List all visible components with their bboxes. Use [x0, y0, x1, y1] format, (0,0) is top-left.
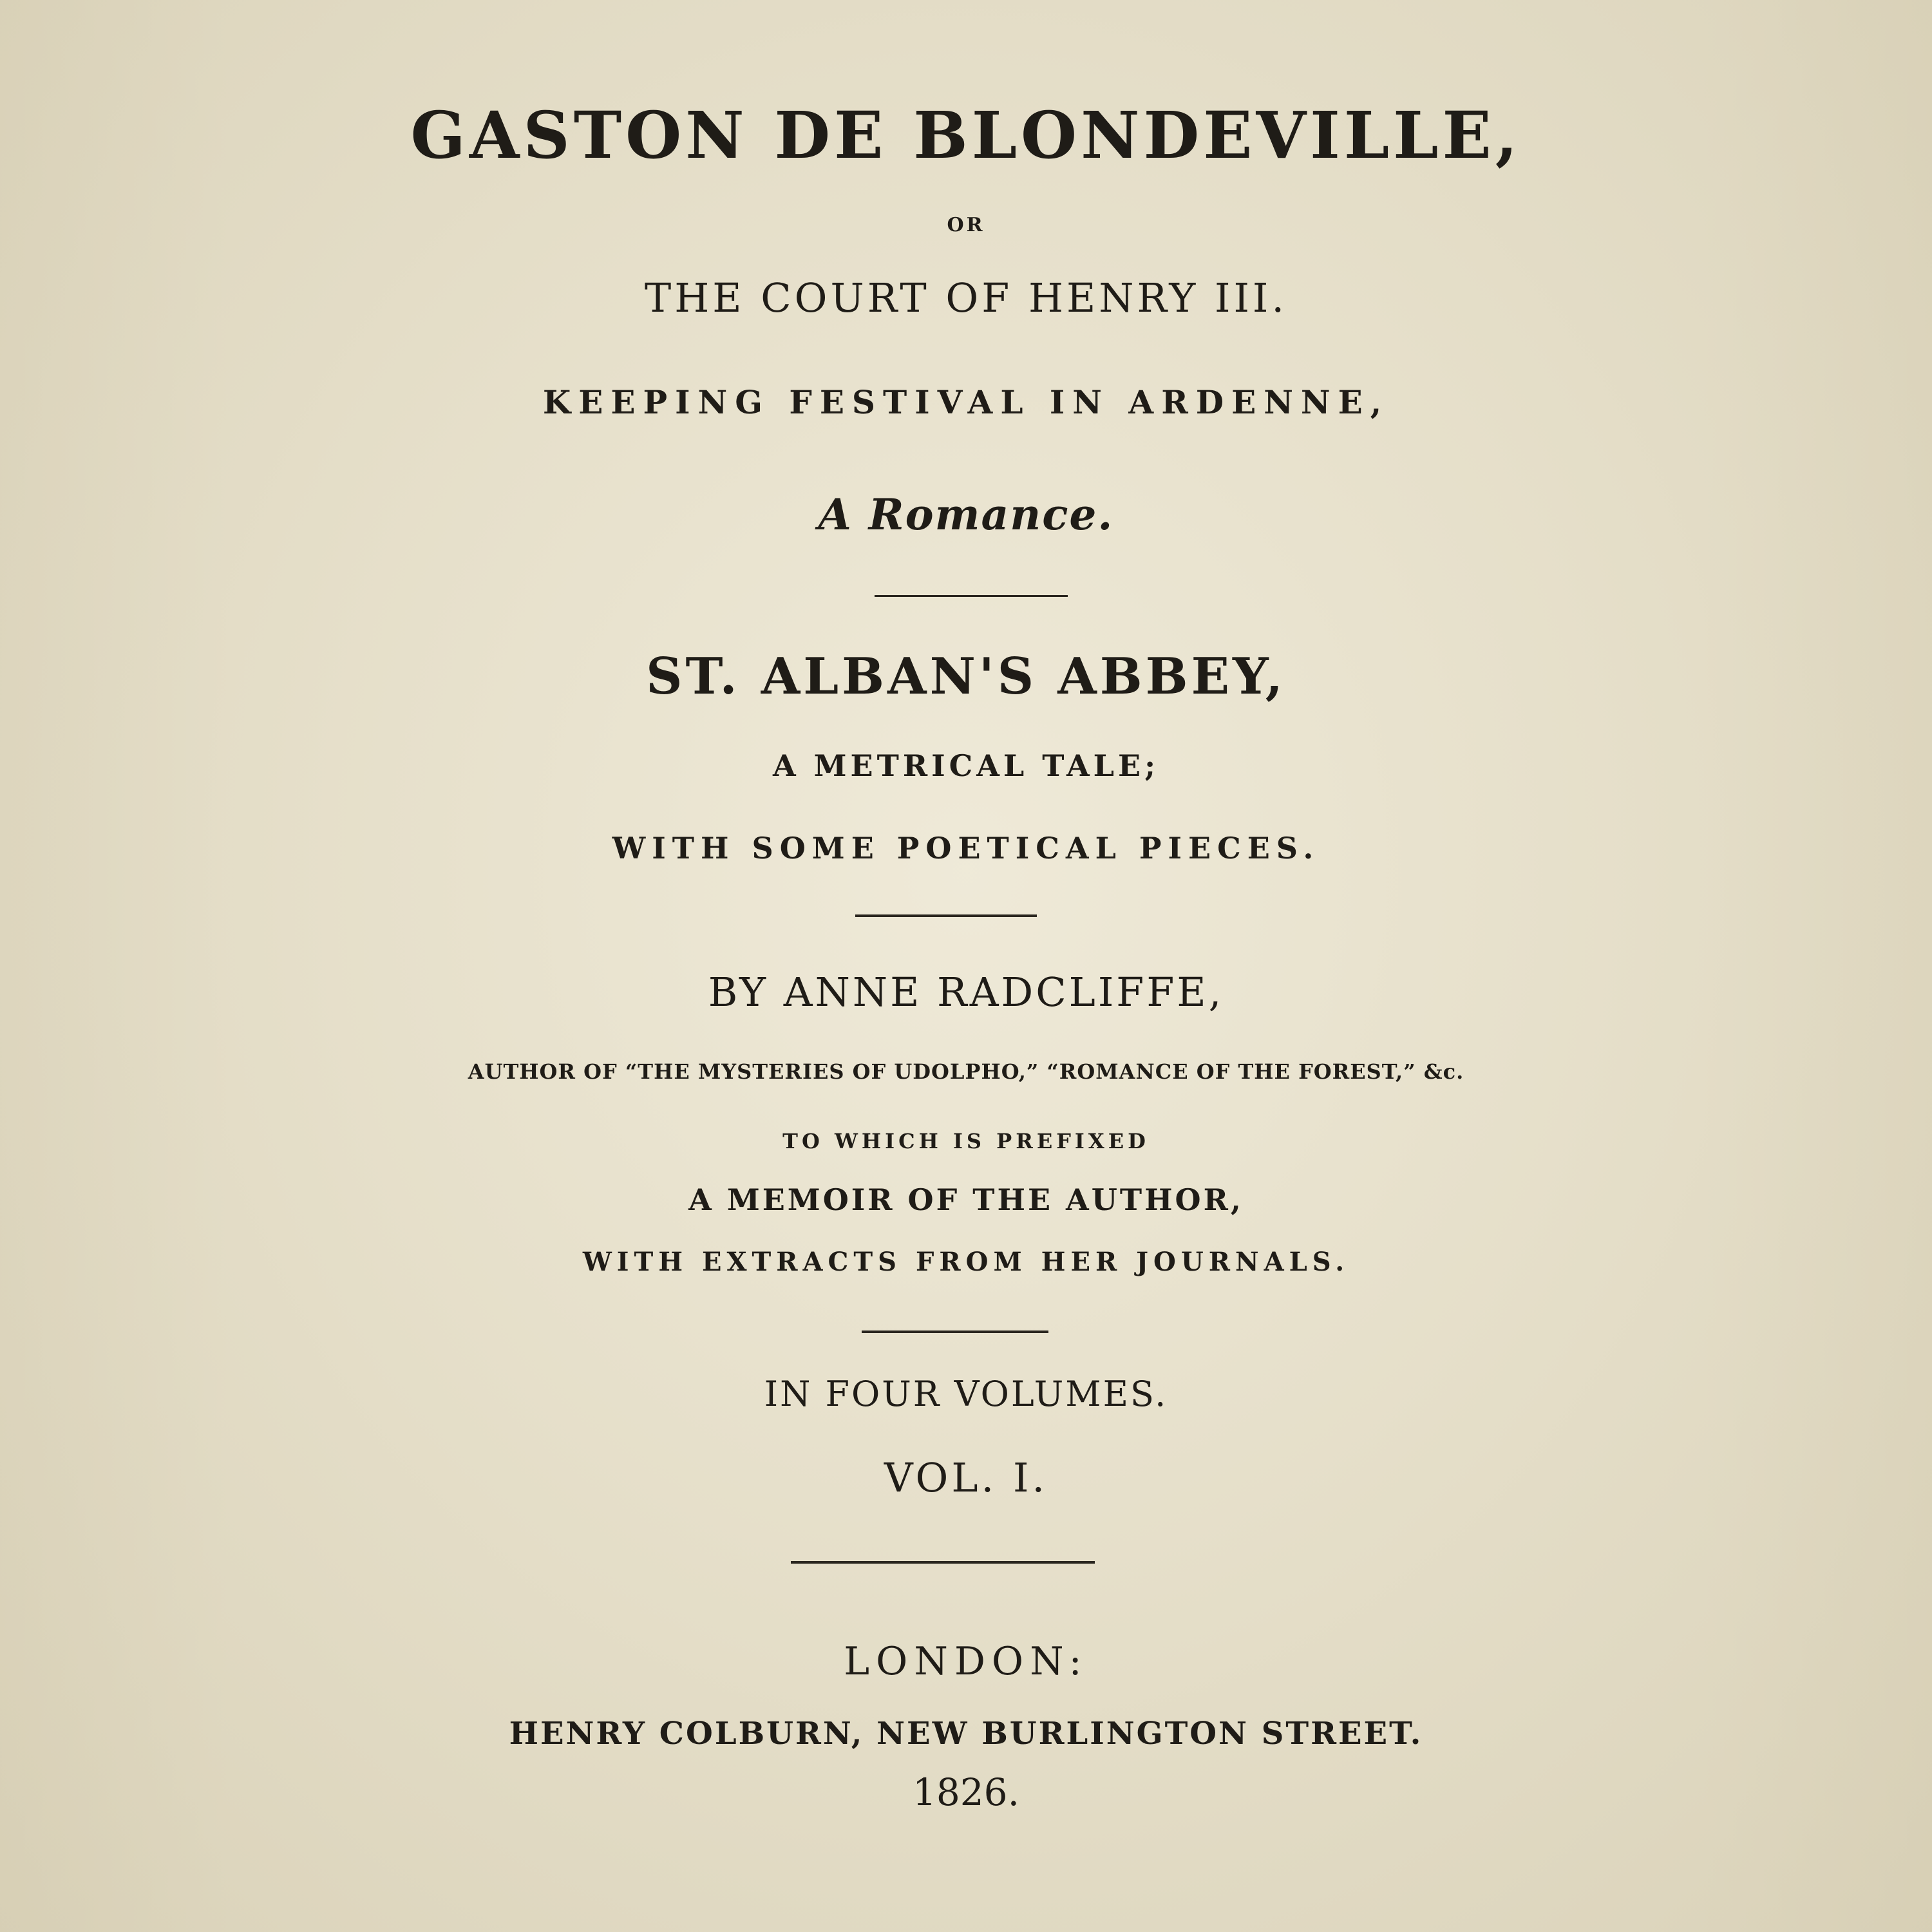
publication-year: 1826. [912, 1770, 1020, 1814]
divider-rule-3 [862, 1331, 1048, 1333]
divider-rule-4 [791, 1561, 1095, 1564]
publisher-line: HENRY COLBURN, NEW BURLINGTON STREET. [509, 1716, 1423, 1752]
poetical-pieces: WITH SOME POETICAL PIECES. [612, 831, 1320, 866]
subtitle-festival: KEEPING FESTIVAL IN ARDENNE, [542, 383, 1390, 421]
place-of-publication: LONDON: [844, 1639, 1088, 1684]
author-works-note: AUTHOR OF “THE MYSTERIES OF UDOLPHO,” “ROMANCE OF THE FOREST,” &c. [468, 1059, 1464, 1084]
divider-rule-1 [875, 595, 1068, 597]
journals-line: WITH EXTRACTS FROM HER JOURNALS. [582, 1247, 1350, 1277]
prefix-line: TO WHICH IS PREFIXED [782, 1129, 1150, 1153]
divider-rule-2 [855, 914, 1037, 917]
author-line: BY ANNE RADCLIFFE, [708, 969, 1224, 1016]
memoir-line: A MEMOIR OF THE AUTHOR, [688, 1182, 1244, 1217]
second-title: ST. ALBAN'S ABBEY, [646, 647, 1286, 706]
genre-label: A Romance. [818, 489, 1114, 540]
book-title: GASTON DE BLONDEVILLE, [410, 97, 1522, 173]
volumes-line: IN FOUR VOLUMES. [764, 1374, 1168, 1414]
or-connector: OR [947, 214, 985, 236]
volume-number: VOL. I. [884, 1454, 1048, 1501]
second-subtitle: A METRICAL TALE; [772, 748, 1160, 783]
subtitle-court: THE COURT OF HENRY III. [644, 274, 1288, 321]
